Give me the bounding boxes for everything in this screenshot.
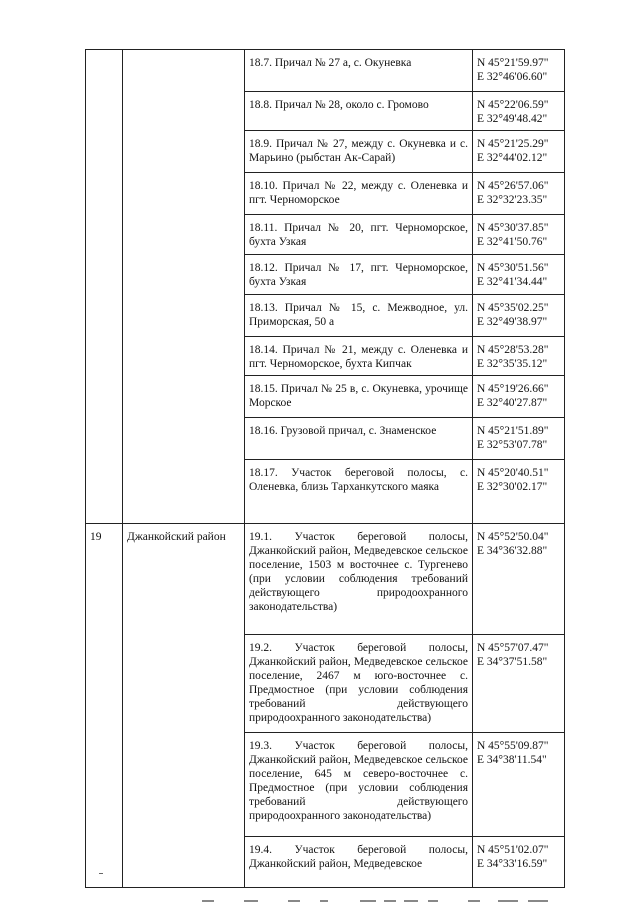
footer-dash	[288, 900, 300, 902]
coordinates-cell	[473, 635, 565, 733]
footer-dash	[528, 900, 548, 902]
latitude-value: N 45°35'02.25"	[477, 302, 549, 314]
latitude-value: N 45°20'40.51"	[477, 467, 549, 479]
footer-dash	[244, 900, 258, 902]
latitude-value: N 45°52'50.04"	[477, 531, 549, 543]
footer-dash	[202, 900, 214, 902]
coordinates-cell	[473, 460, 565, 524]
district-cell	[123, 50, 245, 524]
description-cell: 18.9. Причал № 27, между с. Окуневка и с. Марьино (рыбстан Ак-Сарай)	[245, 131, 473, 173]
longitude-value: E 34°38'11.54"	[477, 754, 547, 766]
description-cell: 18.13. Причал № 15, с. Межводное, ул. Приморская, 50 а	[245, 295, 473, 337]
footer-dash	[468, 900, 480, 902]
coordinates-cell	[473, 837, 565, 888]
latitude-value: N 45°28'53.28"	[477, 344, 549, 356]
coordinates-cell	[473, 376, 565, 418]
longitude-value: E 32°46'06.60"	[477, 71, 548, 83]
longitude-value: E 34°36'32.88"	[477, 545, 548, 557]
description-cell: 18.15. Причал № 25 в, с. Окуневка, урочище Морское	[245, 376, 473, 418]
coordinates-cell	[473, 295, 565, 337]
longitude-value: E 32°30'02.17"	[477, 481, 548, 493]
longitude-value: E 34°37'51.58"	[477, 656, 548, 668]
coordinates-cell	[473, 50, 565, 92]
description-cell: 19.3. Участок береговой полосы, Джанкойский район, Медведевское сельское поселение, 645 м северо-восточнее с. Предмостное (при условии соблюдения требований действующего природоохранного законодательства)	[245, 733, 473, 837]
latitude-value: N 45°55'09.87"	[477, 740, 549, 752]
longitude-value: E 32°49'48.42"	[477, 113, 548, 125]
margin-mark	[99, 873, 103, 874]
coordinates-cell	[473, 92, 565, 131]
coordinates-cell	[473, 215, 565, 255]
coordinates-cell	[473, 131, 565, 173]
description-cell: 18.14. Причал № 21, между с. Оленевка и пгт. Черноморское, бухта Кипчак	[245, 337, 473, 376]
coordinates-table	[85, 49, 565, 888]
longitude-value: E 32°35'35.12"	[477, 358, 548, 370]
footer-dash	[384, 900, 396, 902]
table-body	[86, 50, 565, 888]
district-cell: Джанкойский район	[123, 524, 245, 888]
longitude-value: E 32°53'07.78"	[477, 439, 548, 451]
footer-dash	[320, 900, 328, 902]
footer-dash	[498, 900, 518, 902]
latitude-value: N 45°22'06.59"	[477, 99, 549, 111]
number-cell	[86, 50, 123, 524]
latitude-value: N 45°21'25.29"	[477, 138, 549, 150]
coordinates-cell	[473, 337, 565, 376]
table-row	[86, 524, 565, 635]
latitude-value: N 45°19'26.66"	[477, 383, 549, 395]
longitude-value: E 32°49'38.97"	[477, 316, 548, 328]
longitude-value: E 32°40'27.87"	[477, 397, 548, 409]
description-cell: 19.4. Участок береговой полосы, Джанкойский район, Медведевское	[245, 837, 473, 888]
latitude-value: N 45°21'51.89"	[477, 425, 549, 437]
table-row	[86, 50, 565, 92]
coordinates-cell	[473, 418, 565, 460]
description-cell: 18.17. Участок береговой полосы, с. Оленевка, близь Тарханкутского маяка	[245, 460, 473, 524]
description-cell: 18.12. Причал № 17, пгт. Черноморское, бухта Узкая	[245, 255, 473, 295]
number-cell: 19	[86, 524, 123, 888]
latitude-value: N 45°30'51.56"	[477, 262, 549, 274]
coordinates-cell	[473, 524, 565, 635]
description-cell: 19.1. Участок береговой полосы, Джанкойский район, Медведевское сельское поселение, 1503 м восточнее с. Тургенево (при условии соблюдения требований действующего природоохранного законодательства)	[245, 524, 473, 635]
description-cell: 19.2. Участок береговой полосы, Джанкойский район, Медведевское сельское поселение, 2467 м юго-восточнее с. Предмостное (при условии соблюдения требований действующего природоохранного законодательства)	[245, 635, 473, 733]
longitude-value: E 34°33'16.59"	[477, 858, 548, 870]
latitude-value: N 45°21'59.97"	[477, 57, 549, 69]
coordinates-cell	[473, 255, 565, 295]
footer-dash	[428, 900, 438, 902]
latitude-value: N 45°26'57.06"	[477, 180, 549, 192]
description-cell: 18.7. Причал № 27 а, с. Окуневка	[245, 50, 473, 92]
longitude-value: E 32°44'02.12"	[477, 152, 548, 164]
latitude-value: N 45°30'37.85"	[477, 222, 549, 234]
description-cell: 18.8. Причал № 28, около с. Громово	[245, 92, 473, 131]
longitude-value: E 32°41'50.76"	[477, 236, 548, 248]
footer-dash	[404, 900, 418, 902]
description-cell: 18.11. Причал № 20, пгт. Черноморское, бухта Узкая	[245, 215, 473, 255]
coordinates-cell	[473, 173, 565, 215]
latitude-value: N 45°51'02.07"	[477, 844, 549, 856]
latitude-value: N 45°57'07.47"	[477, 642, 549, 654]
coordinates-cell	[473, 733, 565, 837]
longitude-value: E 32°41'34.44"	[477, 276, 548, 288]
description-cell: 18.10. Причал № 22, между с. Оленевка и пгт. Черноморское	[245, 173, 473, 215]
longitude-value: E 32°32'23.35"	[477, 194, 548, 206]
footer-dash	[360, 900, 376, 902]
description-cell: 18.16. Грузовой причал, с. Знаменское	[245, 418, 473, 460]
